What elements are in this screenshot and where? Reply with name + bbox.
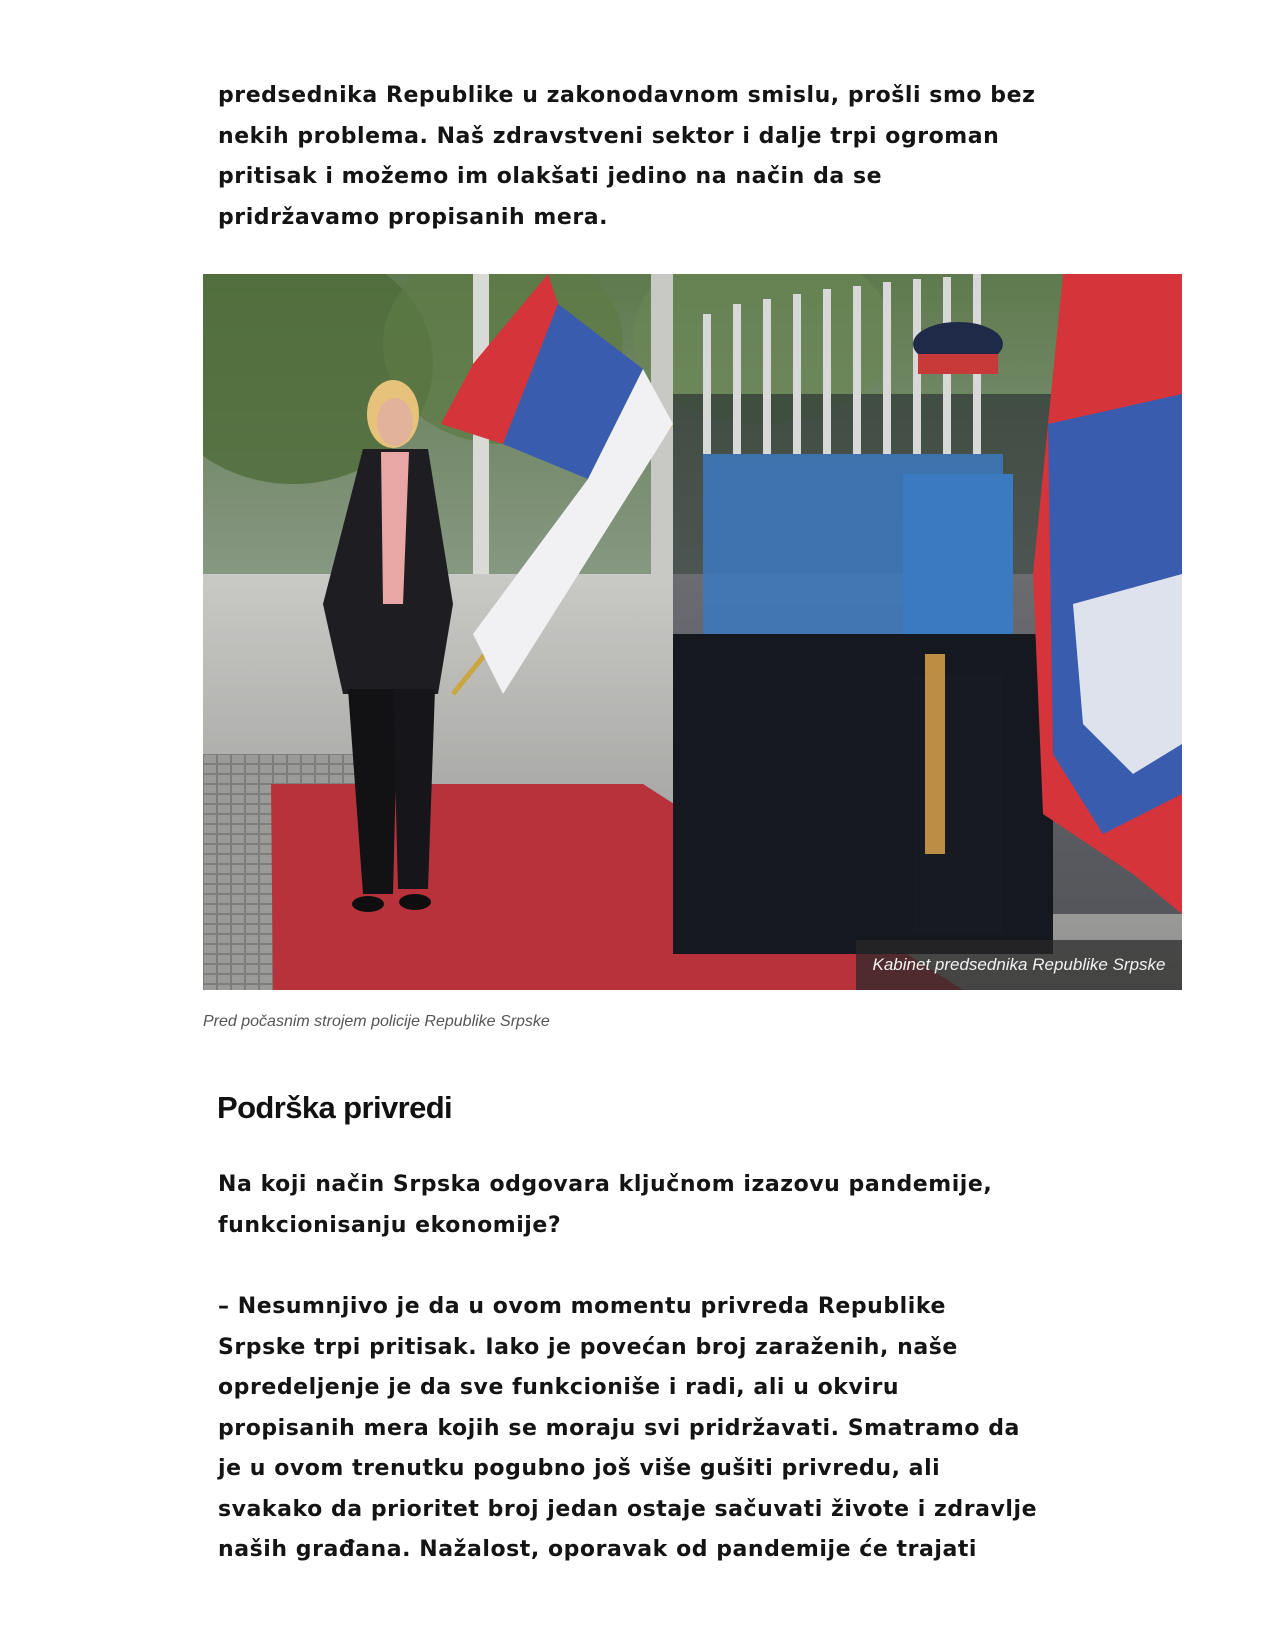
article-photo	[203, 274, 1182, 990]
text-line: opredeljenje je da sve funkcioniše i radi, ali u okviru	[218, 1375, 900, 1400]
photo-credit: Kabinet predsednika Republike Srpske	[856, 940, 1182, 990]
text-line: predsednika Republike u zakonodavnom smislu, prošli smo bez	[218, 83, 1036, 108]
section-heading: Podrška privredi	[217, 1090, 453, 1125]
side-flags	[1033, 274, 1182, 914]
paragraph-intro	[218, 76, 1058, 238]
photo-caption: Pred počasnim strojem policije Republike Srpske	[203, 1013, 550, 1030]
photo-illustration	[203, 274, 1182, 990]
text-line: Srpske trpi pritisak. Iako je povećan broj zaraženih, naše	[218, 1334, 958, 1360]
text-line: je u ovom trenutku pogubno još više gušiti privredu, ali	[218, 1456, 941, 1481]
text-line: svakako da prioritet broj jedan ostaje sačuvati živote i zdravlje	[218, 1496, 1038, 1522]
interview-answer	[218, 1287, 1058, 1571]
text-line: nekih problema. Naš zdravstveni sektor i dalje trpi ogroman	[218, 123, 1000, 149]
text-line: – Nesumnjivo je da u ovom momentu privreda Republike	[218, 1294, 946, 1319]
text-line: Na koji način Srpska odgovara ključnom izazovu pandemije,	[218, 1172, 993, 1197]
text-line: funkcionisanju ekonomije?	[218, 1212, 562, 1238]
text-line: pridržavamo propisanih mera.	[218, 204, 609, 230]
text-line: pritisak i možemo im olakšati jedino na način da se	[218, 164, 883, 189]
text-line: naših građana. Nažalost, oporavak od pandemije će trajati	[218, 1537, 978, 1562]
text-line: propisanih mera kojih se moraju svi pridržavati. Smatramo da	[218, 1415, 1020, 1441]
interview-question	[218, 1165, 1058, 1246]
